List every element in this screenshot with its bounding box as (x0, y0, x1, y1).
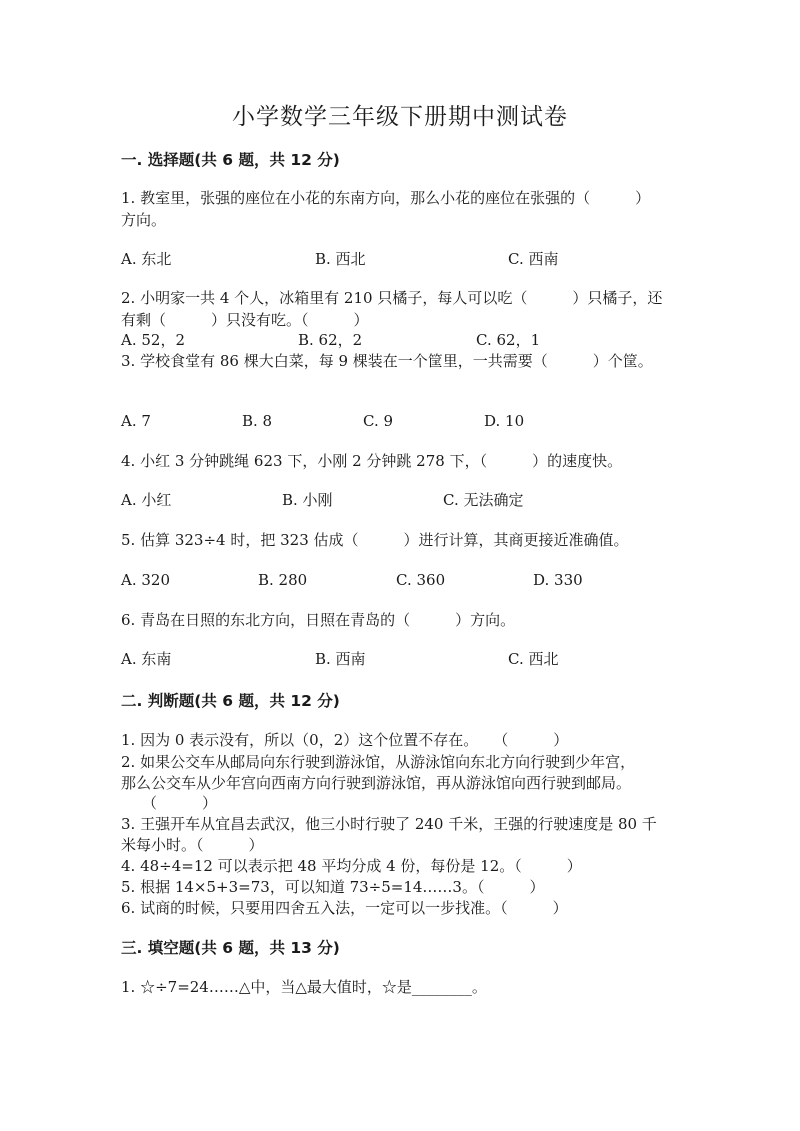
choice-q5-option-d: D. 330 (533, 571, 583, 589)
choice-q2-line2: 有剩（ ）只没有吃。（ ） (121, 311, 369, 329)
choice-q6-line1: 6. 青岛在日照的东北方向，日照在青岛的（ ）方向。 (121, 611, 516, 629)
page-title: 小学数学三年级下册期中测试卷 (232, 104, 568, 130)
choice-q4-option-a: A. 小红 (121, 491, 172, 509)
choice-q6-option-a: A. 东南 (121, 650, 172, 668)
judge-q2-line2: 那么公交车从少年宫向西南方向行驶到游泳馆，再从游泳馆向西行驶到邮局。 (121, 774, 632, 792)
choice-q1-option-c: C. 西南 (508, 250, 559, 268)
choice-q5-option-b: B. 280 (258, 571, 308, 589)
choice-q3-option-d: D. 10 (484, 412, 525, 430)
choice-q4-line1: 4. 小红 3 分钟跳绳 623 下，小刚 2 分钟跳 278 下，（ ）的速度快。 (121, 452, 623, 470)
section-fill-heading: 三. 填空题(共 6 题，共 13 分) (121, 939, 340, 957)
choice-q6-option-c: C. 西北 (508, 650, 559, 668)
judge-q4: 4. 48÷4=12 可以表示把 48 平均分成 4 份，每份是 12。（ ） (121, 857, 582, 875)
choice-q5-option-c: C. 360 (396, 571, 446, 589)
choice-q2-option-a: A. 52，2 (121, 331, 185, 349)
choice-q1-option-a: A. 东北 (121, 250, 172, 268)
choice-q5-option-a: A. 320 (121, 571, 170, 589)
judge-q3-line1: 3. 王强开车从宜昌去武汉，他三小时行驶了 240 千米，王强的行驶速度是 80 千 (121, 815, 657, 833)
fill-q1: 1. ☆÷7=24……△中，当△最大值时，☆是________。 (121, 978, 487, 996)
choice-q1-option-b: B. 西北 (315, 250, 366, 268)
choice-q3-option-b: B. 8 (242, 412, 273, 430)
judge-q1: 1. 因为 0 表示没有，所以（0，2）这个位置不存在。 （ ） (121, 731, 569, 749)
choice-q3-option-a: A. 7 (121, 412, 151, 430)
choice-q6-option-b: B. 西南 (315, 650, 366, 668)
choice-q2-line1: 2. 小明家一共 4 个人，冰箱里有 210 只橘子，每人可以吃（ ）只橘子，还 (121, 289, 663, 307)
judge-q2-line1: 2. 如果公交车从邮局向东行驶到游泳馆，从游泳馆向东北方向行驶到少年宫， (121, 753, 636, 771)
choice-q4-option-b: B. 小刚 (282, 491, 333, 509)
choice-q3-option-c: C. 9 (363, 412, 394, 430)
choice-q5-line1: 5. 估算 323÷4 时，把 323 估成（ ）进行计算，其商更接近准确值。 (121, 531, 629, 549)
choice-q1-line1: 1. 教室里，张强的座位在小花的东南方向，那么小花的座位在张强的（ ） (121, 189, 651, 207)
section-choice-heading: 一. 选择题(共 6 题，共 12 分) (121, 151, 340, 169)
judge-q6: 6. 试商的时候，只要用四舍五入法，一定可以一步找准。（ ） (121, 899, 568, 917)
choice-q2-option-b: B. 62，2 (298, 331, 363, 349)
choice-q2-option-c: C. 62，1 (476, 331, 541, 349)
section-judge-heading: 二. 判断题(共 6 题，共 12 分) (121, 692, 340, 710)
choice-q4-option-c: C. 无法确定 (443, 491, 524, 509)
judge-q3-line2: 米每小时。（ ） (121, 836, 264, 854)
choice-q1-line2: 方向。 (121, 211, 167, 229)
judge-q2-line3: （ ） (142, 794, 218, 812)
judge-q5: 5. 根据 14×5+3=73，可以知道 73÷5=14……3。（ ） (121, 878, 545, 896)
choice-q3-line1: 3. 学校食堂有 86 棵大白菜，每 9 棵装在一个筐里，一共需要（ ）个筐。 (121, 352, 653, 370)
